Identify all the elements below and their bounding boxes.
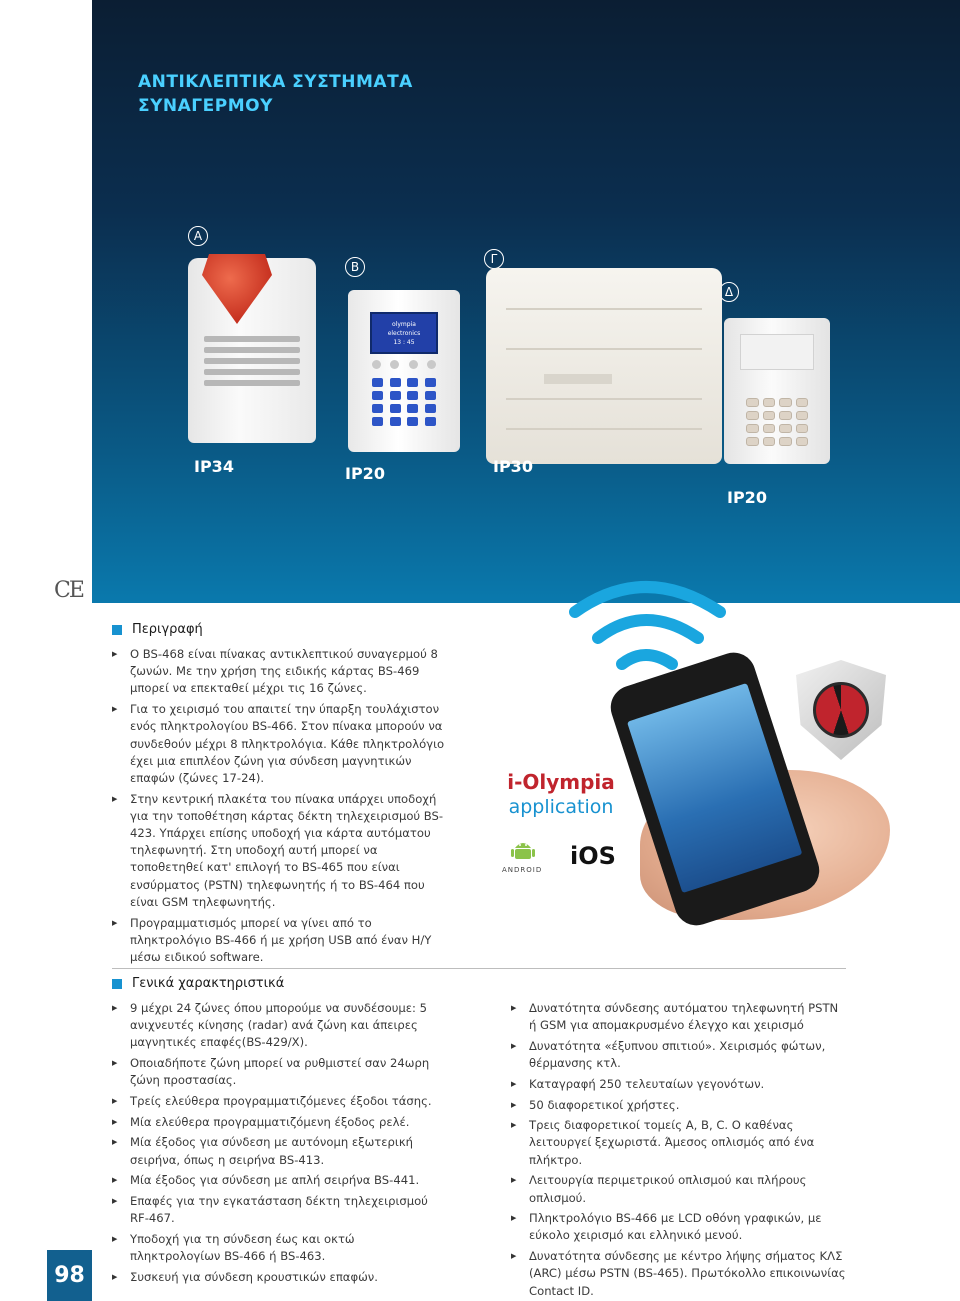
features-list-right	[511, 1000, 846, 1301]
list-item: ▶ 50 διαφορετικοί χρήστες.	[511, 1097, 846, 1114]
led-keypad-image	[724, 318, 830, 464]
keypad-lcd-screen: olympia electronics 13 : 45	[370, 312, 438, 354]
alarm-panel-image	[486, 268, 722, 464]
product-letter-d: Δ	[719, 282, 739, 302]
features-heading: Γενικά χαρακτηριστικά	[112, 976, 284, 991]
product-letter-b: Β	[345, 257, 365, 277]
ip-rating-a: IP34	[194, 457, 234, 476]
hero-banner	[92, 0, 960, 603]
list-item: ▶ Τρείς ελεύθερα προγραμματιζόμενες έξοδοι τάσης.	[112, 1093, 442, 1110]
list-item: ▶ Μία έξοδος για σύνδεση με απλή σειρήνα BS-441.	[112, 1172, 442, 1189]
app-name: i-Olympia	[507, 770, 615, 794]
list-item: ▶ Οποιαδήποτε ζώνη μπορεί να ρυθμιστεί σαν 24ωρη ζώνη προστασίας.	[112, 1055, 442, 1089]
list-item: ▶ Μία ελεύθερα προγραμματιζόμενη έξοδος ρελέ.	[112, 1114, 442, 1131]
list-item: ▶ 9 μέχρι 24 ζώνες όπου μπορούμε να συνδέσουμε: 5 ανιχνευτές κίνησης (radar) ανά ζώνη και άπειρες μαγνητικές επαφές(BS-429/X).	[112, 1000, 442, 1052]
ip-rating-b: IP20	[345, 464, 385, 483]
list-item: ▶ Δυνατότητα σύνδεσης με κέντρο λήψης σήματος ΚΛΣ (ARC) μέσω PSTN (BS-465). Πρωτόκολλο επικοινωνίας Contact ID.	[511, 1248, 846, 1300]
list-item: ▶ Υποδοχή για τη σύνδεση έως και οκτώ πληκτρολογίων BS-466 ή BS-463.	[112, 1231, 442, 1265]
ip-rating-d: IP20	[727, 488, 767, 507]
android-label: ANDROID	[502, 866, 543, 874]
ios-label: iOS	[570, 842, 616, 870]
features-list-left	[112, 1000, 442, 1290]
list-item: ▶ Τρεις διαφορετικοί τομείς A, B, C. Ο καθένας λειτουργεί ξεχωριστά. Άμεσος οπλισμός από ένα πλήκτρο.	[511, 1117, 846, 1169]
list-item: ▶ Στην κεντρική πλακέτα του πίνακα υπάρχει υποδοχή για την τοποθέτηση κάρτας δέκτη τηλεχειρισμού BS-423. Υπάρχει επίσης υποδοχή για κάρτα αυτόματου τηλεφωνητή. Στη υποδοχή αυτή μπορεί να τοποθετηθεί κατ' επιλογή το BS-465 που είναι ενσύρματος (PSTN) τηλεφωνητής ή το BS-464 που είναι GSM τηλεφωνητής.	[112, 791, 452, 911]
section-divider	[112, 968, 846, 969]
ce-mark-icon: CE	[54, 578, 83, 603]
left-margin	[0, 0, 92, 1301]
list-item: ▶ Επαφές για την εγκατάσταση δέκτη τηλεχειρισμού RF-467.	[112, 1193, 442, 1227]
list-item: ▶ Καταγραφή 250 τελευταίων γεγονότων.	[511, 1076, 846, 1093]
list-item: ▶ Δυνατότητα σύνδεσης αυτόματου τηλεφωνητή PSTN ή GSM για απομακρυσμένο έλεγχο και χειρισμό	[511, 1000, 846, 1034]
product-letter-a: Α	[188, 226, 208, 246]
list-item: ▶ Πληκτρολόγιο BS-466 με LCD οθόνη γραφικών, με εύκολο χειρισμό και ελληνικό μενού.	[511, 1210, 846, 1244]
lcd-keypad-image	[348, 290, 460, 452]
list-item: ▶ Συσκευή για σύνδεση κρουστικών επαφών.	[112, 1269, 442, 1286]
list-item: ▶ Δυνατότητα «έξυπνου σπιτιού». Χειρισμός φώτων, θέρμανσης κτλ.	[511, 1038, 846, 1072]
shield-logo-icon	[796, 660, 886, 760]
product-letter-g: Γ	[484, 249, 504, 269]
outdoor-siren-image	[188, 258, 316, 443]
page-number: 98	[47, 1250, 92, 1301]
app-subtitle: application	[508, 796, 614, 818]
ip-rating-g: IP30	[493, 457, 533, 476]
page-title: ΑΝΤΙΚΛΕΠΤΙΚΑ ΣΥΣΤΗΜΑΤΑ ΣΥΝΑΓΕΡΜΟΥ	[138, 72, 413, 116]
list-item: ▶ Για το χειρισμό του απαιτεί την ύπαρξη τουλάχιστον ενός πληκτρολογίου BS-466. Στον πίνακα μπορούν να συνδεθούν μέχρι 8 πληκτρολόγια. Κάθε πληκτρολόγιο έχει μια επιπλέον ζώνη για σύνδεση μαγνητικών επαφών (ζώνες 17-24).	[112, 701, 452, 787]
description-heading: Περιγραφή	[112, 622, 203, 637]
list-item: ▶ Προγραμματισμός μπορεί να γίνει από το πληκτρολόγιο BS-466 ή με χρήση USB από έναν Η/Υ μέσω ειδικού software.	[112, 915, 452, 967]
list-item: ▶ Μία έξοδος για σύνδεση με αυτόνομη εξωτερική σειρήνα, όπως η σειρήνα BS-413.	[112, 1134, 442, 1168]
list-item: ▶ Λειτουργία περιμετρικού οπλισμού και πλήρους οπλισμού.	[511, 1172, 846, 1206]
android-icon	[510, 838, 536, 862]
list-item: ▶ Ο BS-468 είναι πίνακας αντικλεπτικού συναγερμού 8 ζωνών. Με την χρήση της ειδικής κάρτας BS-469 μπορεί να επεκταθεί μέχρι τις 16 ζώνες.	[112, 646, 452, 698]
smartphone-image	[605, 647, 825, 931]
description-list	[112, 646, 452, 970]
